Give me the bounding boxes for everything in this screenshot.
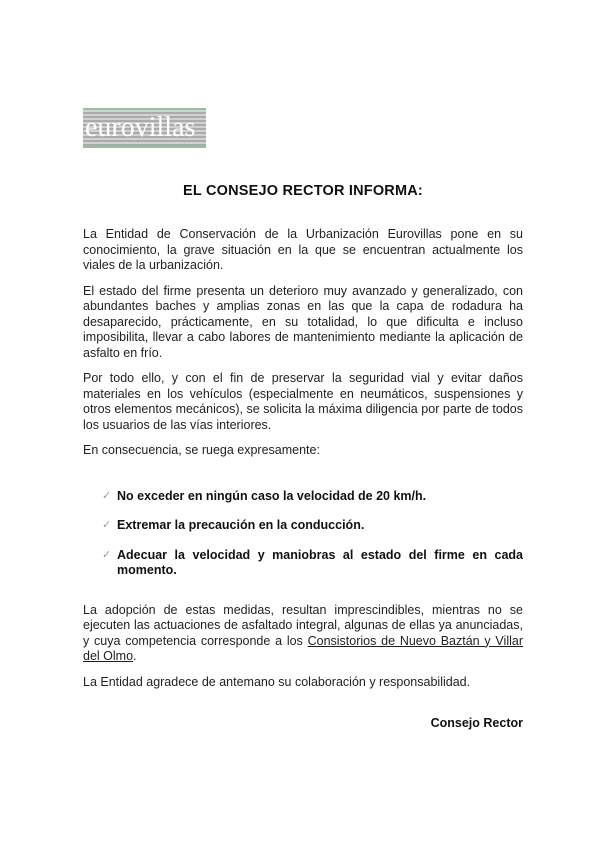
list-item	[102, 548, 523, 579]
check-icon: ✓	[102, 519, 112, 531]
paragraph-measures-text: La adopción de estas medidas, resultan imprescindibles, mientras no se ejecuten las actuaciones de asfaltado integral, algunas de ellas ya anunciadas, y cuya competencia corresponde a los	[83, 602, 523, 648]
list-item-text: Extremar la precaución en la conducción.	[117, 518, 365, 532]
paragraph-thanks: La Entidad agradece de antemano su colaboración y responsabilidad.	[83, 674, 471, 689]
signature: Consejo Rector	[430, 716, 523, 730]
recommendations-list	[83, 489, 523, 579]
page-title: EL CONSEJO RECTOR INFORMA:	[183, 183, 423, 199]
check-icon: ✓	[102, 489, 112, 502]
paragraph-measures-underlined-text: Consistorios de Nuevo Baztán y Villar del Olmo	[83, 633, 523, 663]
check-icon: ✓	[102, 548, 112, 561]
eurovillas-logo	[83, 108, 206, 148]
paragraph-intro: La Entidad de Conservación de la Urbanización Eurovillas pone en su conocimiento, la grave situación en la que se encuentran actualmente los viales de la urbanización.	[83, 227, 523, 272]
paragraph-measures-period: .	[133, 649, 137, 663]
list-item	[102, 518, 523, 534]
paragraph-consequence: En consecuencia, se ruega expresamente:	[83, 443, 320, 457]
list-item-text: No exceder en ningún caso la velocidad de 20 km/h.	[117, 488, 427, 503]
list-item-text: Adecuar la velocidad y maniobras al estado del firme en cada momento.	[117, 547, 523, 577]
paragraph-measures	[83, 603, 523, 665]
eurovillas-logo-text: eurovillas	[85, 112, 196, 143]
paragraph-road-condition: El estado del firme presenta un deterioro muy avanzado y generalizado, con abundantes baches y amplias zonas en las que la capa de rodadura ha desaparecido, prácticamente, en su totalidad, lo que dificulta e incluso imposibilita, llevar a cabo labores de mantenimiento mediante la aplicación de asfalto en frío.	[83, 283, 523, 360]
list-item	[102, 489, 523, 505]
paragraph-safety-request: Por todo ello, y con el fin de preservar la seguridad vial y evitar daños materiales en los vehículos (especialmente en neumáticos, suspensiones y otros elementos mecánicos), se solicita la máxima diligencia por parte de todos los usuarios de las vías interiores.	[83, 371, 523, 432]
